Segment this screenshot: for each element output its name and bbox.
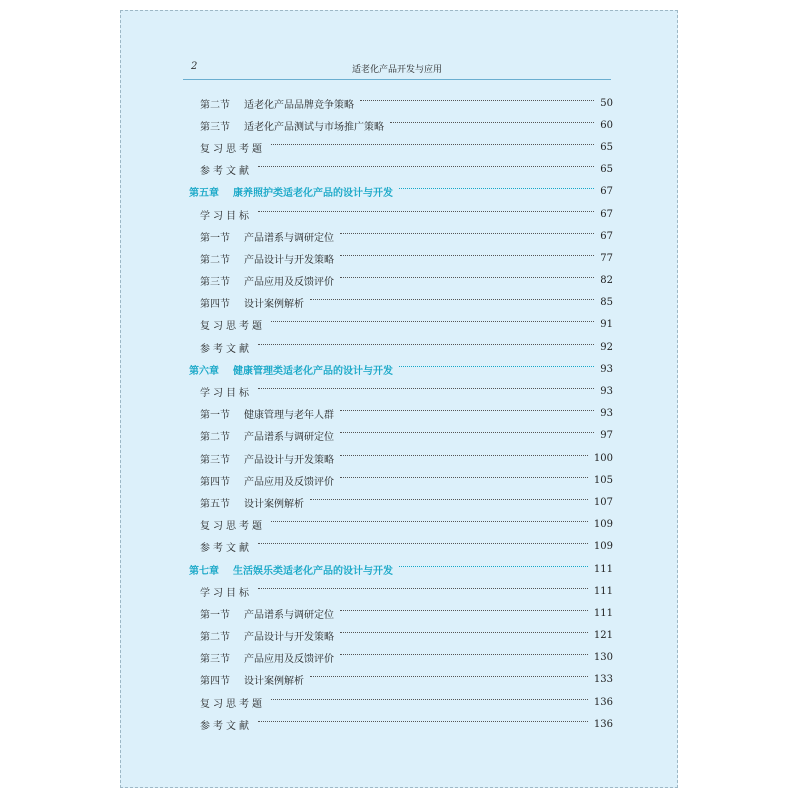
toc-entry [189, 713, 613, 735]
toc-entry-title: 学习目标 [200, 388, 252, 400]
toc-entry [189, 270, 613, 292]
toc-entry [189, 136, 613, 158]
toc-entry-page: 111 [593, 563, 613, 575]
toc-entry-label [189, 184, 393, 199]
dot-leader [340, 233, 594, 234]
toc-entry [189, 491, 613, 513]
toc-entry [189, 336, 613, 358]
toc-entry-title: 产品应用及反馈评价 [244, 476, 334, 488]
dot-leader [340, 432, 594, 433]
toc-entry-label [200, 406, 334, 421]
toc-entry-title: 健康管理与老年人群 [244, 410, 334, 422]
toc-entry-number: 第二节 [200, 432, 230, 444]
toc-entry-label [200, 672, 304, 687]
toc-entry [189, 536, 613, 558]
toc-entry-title: 生活娱乐类适老化产品的设计与开发 [233, 565, 393, 577]
toc-entry-title: 参考文献 [200, 720, 252, 732]
toc-entry-title: 设计案例解析 [244, 299, 304, 311]
toc-entry-label [200, 628, 334, 643]
toc-entry-page: 65 [600, 141, 613, 153]
running-title: 适老化产品开发与应用 [351, 65, 442, 75]
toc-entry-label [200, 451, 334, 466]
toc-entry [189, 225, 613, 247]
page-header [183, 59, 611, 80]
toc-entry [189, 425, 613, 447]
dot-leader [340, 410, 594, 411]
toc-entry-title: 产品谱系与调研定位 [244, 232, 334, 244]
toc-entry-label [200, 207, 252, 222]
dot-leader [399, 366, 594, 367]
toc-entry-number: 第七章 [189, 565, 219, 577]
toc-entry-page: 92 [600, 341, 613, 353]
toc-entry-label [200, 650, 334, 665]
dot-leader [340, 654, 588, 655]
toc-entry-title: 产品设计与开发策略 [244, 454, 334, 466]
toc-entry-number: 第一节 [200, 609, 230, 621]
toc-entry-label [200, 251, 334, 266]
toc-entry-label [200, 118, 384, 133]
toc-entry-number: 第三节 [200, 121, 230, 133]
dot-leader [399, 566, 588, 567]
dot-leader [271, 321, 594, 322]
toc-entry-label [200, 317, 265, 332]
toc-entry-number: 第三节 [200, 454, 230, 466]
dot-leader [310, 499, 588, 500]
toc-entry-title: 复习思考题 [200, 321, 265, 333]
dot-leader [258, 211, 594, 212]
toc-entry-page: 111 [593, 607, 613, 619]
toc-entry-title: 适老化产品品牌竞争策略 [244, 99, 354, 111]
dot-leader [258, 588, 588, 589]
toc-entry-label [200, 606, 334, 621]
dot-leader [271, 521, 588, 522]
toc-chapter-entry [189, 181, 613, 203]
toc-entry [189, 602, 613, 624]
toc-entry-number: 第五节 [200, 498, 230, 510]
toc-entry-number: 第一节 [200, 410, 230, 422]
toc-entry [189, 380, 613, 402]
toc-entry [189, 514, 613, 536]
toc-entry-page: 109 [593, 541, 613, 553]
toc-entry [189, 691, 613, 713]
toc-entry [189, 625, 613, 647]
toc-entry-title: 设计案例解析 [244, 498, 304, 510]
toc-entry-page: 77 [600, 252, 613, 264]
dot-leader [340, 455, 588, 456]
toc-entry-number: 第一节 [200, 232, 230, 244]
toc-entry-number: 第三节 [200, 277, 230, 289]
dot-leader [340, 277, 594, 278]
toc-entry-page: 93 [600, 386, 613, 398]
toc-entry-label [200, 273, 334, 288]
toc-entry [189, 159, 613, 181]
toc-entry [189, 403, 613, 425]
toc-entry-title: 学习目标 [200, 210, 252, 222]
toc-entry-title: 产品谱系与调研定位 [244, 432, 334, 444]
toc-entry-page: 109 [593, 519, 613, 531]
toc-entry-page: 107 [593, 496, 613, 508]
toc-entry-number: 第四节 [200, 476, 230, 488]
toc-entry-label [200, 584, 252, 599]
toc-entry-title: 产品应用及反馈评价 [244, 277, 334, 289]
toc-entry-label [200, 517, 265, 532]
toc-entry-number: 第五章 [189, 188, 219, 200]
toc-entry-page: 60 [600, 119, 613, 131]
toc-entry [189, 247, 613, 269]
toc-entry-number: 第六章 [189, 365, 219, 377]
toc-entry-title: 康养照护类适老化产品的设计与开发 [233, 188, 393, 200]
toc-entry-title: 学习目标 [200, 587, 252, 599]
dot-leader [258, 543, 588, 544]
toc-entry-title: 复习思考题 [200, 143, 265, 155]
dot-leader [271, 699, 588, 700]
toc-entry [189, 580, 613, 602]
toc-entry-page: 67 [600, 208, 613, 220]
dot-leader [340, 255, 594, 256]
toc-entry-title: 复习思考题 [200, 521, 265, 533]
toc-entry-label [200, 717, 252, 732]
dot-leader [399, 188, 594, 189]
toc-entry-title: 参考文献 [200, 543, 252, 555]
toc-entry [189, 314, 613, 336]
toc-entry-number: 第二节 [200, 632, 230, 644]
toc-entry-title: 产品谱系与调研定位 [244, 609, 334, 621]
toc-entry-number: 第三节 [200, 654, 230, 666]
toc-entry-label [200, 162, 252, 177]
toc-entry-title: 设计案例解析 [244, 676, 304, 688]
toc-entry-page: 130 [593, 652, 613, 664]
toc-entry-page: 100 [593, 452, 613, 464]
toc-entry [189, 647, 613, 669]
toc-entry-page: 136 [593, 718, 613, 730]
toc-entry-label [200, 428, 334, 443]
table-of-contents [189, 92, 613, 735]
toc-entry-label [189, 362, 393, 377]
toc-entry-page: 82 [600, 275, 613, 287]
toc-entry [189, 669, 613, 691]
toc-entry-page: 97 [600, 430, 613, 442]
toc-entry-title: 产品设计与开发策略 [244, 632, 334, 644]
dot-leader [390, 122, 594, 123]
dot-leader [340, 477, 588, 478]
toc-entry-page: 65 [600, 164, 613, 176]
toc-chapter-entry [189, 558, 613, 580]
toc-entry-label [200, 229, 334, 244]
dot-leader [271, 144, 594, 145]
toc-entry-title: 参考文献 [200, 166, 252, 178]
toc-entry-page: 105 [593, 474, 613, 486]
toc-entry-number: 第四节 [200, 299, 230, 311]
toc-entry-label [200, 695, 265, 710]
toc-entry-page: 67 [600, 230, 613, 242]
toc-entry-label [189, 562, 393, 577]
toc-entry-title: 参考文献 [200, 343, 252, 355]
toc-entry-label [200, 495, 304, 510]
toc-chapter-entry [189, 358, 613, 380]
toc-entry-label [200, 384, 252, 399]
toc-entry-page: 136 [593, 696, 613, 708]
toc-entry [189, 469, 613, 491]
toc-entry-label [200, 295, 304, 310]
toc-entry-number: 第二节 [200, 99, 230, 111]
toc-entry-page: 67 [600, 186, 613, 198]
toc-entry-title: 产品应用及反馈评价 [244, 654, 334, 666]
toc-entry-label [200, 340, 252, 355]
dot-leader [340, 610, 588, 611]
toc-entry-page: 133 [593, 674, 613, 686]
toc-entry-page: 93 [600, 363, 613, 375]
toc-entry-number: 第二节 [200, 254, 230, 266]
toc-entry [189, 92, 613, 114]
dot-leader [360, 100, 594, 101]
dot-leader [310, 299, 594, 300]
dot-leader [258, 721, 588, 722]
toc-entry-label [200, 140, 265, 155]
dot-leader [310, 676, 588, 677]
dot-leader [258, 388, 594, 389]
toc-entry [189, 292, 613, 314]
toc-entry-page: 111 [593, 585, 613, 597]
toc-entry-label [200, 539, 252, 554]
toc-entry-label [200, 473, 334, 488]
dot-leader [258, 344, 594, 345]
toc-entry [189, 114, 613, 136]
toc-entry-page: 50 [600, 97, 613, 109]
toc-entry [189, 447, 613, 469]
toc-entry-title: 产品设计与开发策略 [244, 254, 334, 266]
document-page [120, 10, 678, 788]
page-number: 2 [191, 61, 198, 72]
toc-entry-page: 85 [600, 297, 613, 309]
dot-leader [340, 632, 588, 633]
toc-entry [189, 203, 613, 225]
toc-entry-page: 93 [600, 408, 613, 420]
toc-entry-page: 121 [593, 630, 613, 642]
toc-entry-title: 适老化产品测试与市场推广策略 [244, 121, 384, 133]
toc-entry-title: 复习思考题 [200, 698, 265, 710]
toc-entry-title: 健康管理类适老化产品的设计与开发 [233, 365, 393, 377]
toc-entry-number: 第四节 [200, 676, 230, 688]
toc-entry-label [200, 96, 354, 111]
toc-entry-page: 91 [600, 319, 613, 331]
dot-leader [258, 166, 594, 167]
